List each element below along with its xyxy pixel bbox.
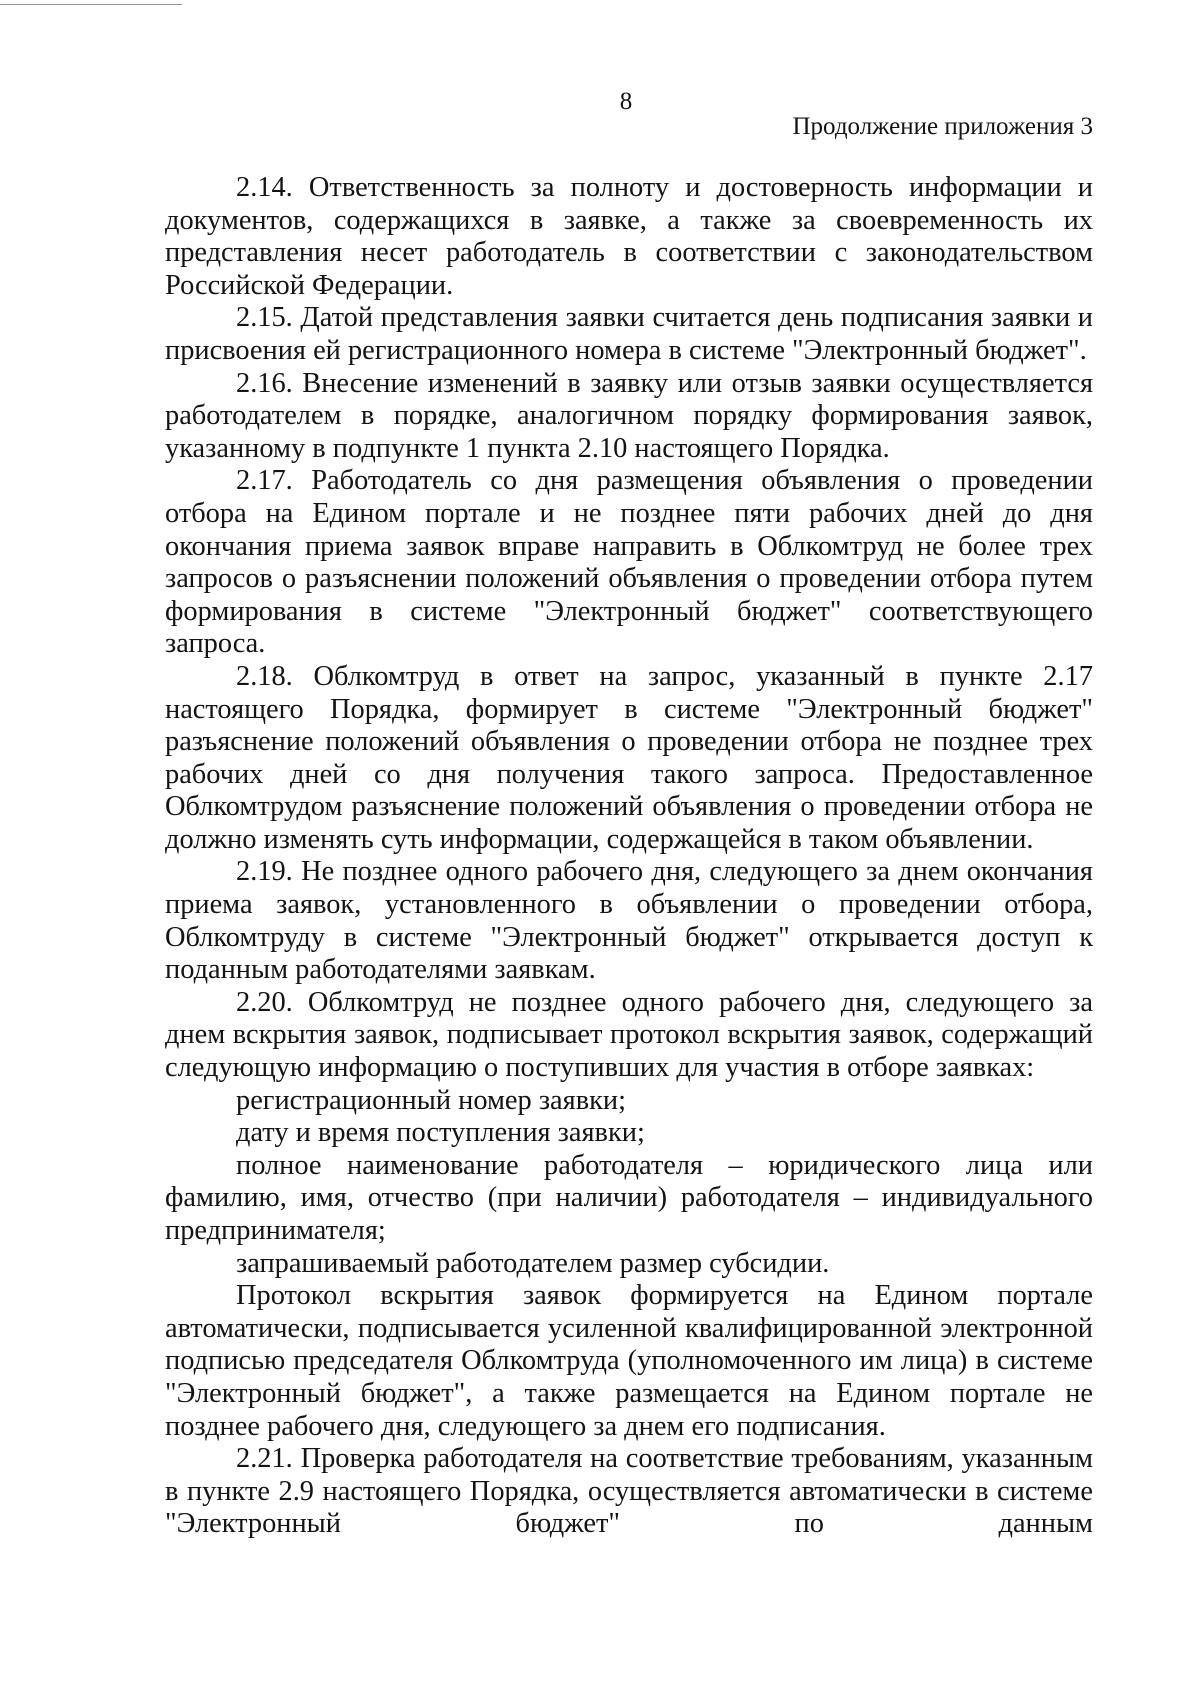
paragraph-2-19: 2.19. Не позднее одного рабочего дня, следующего за днем окончания приема заявок, установленного в объявлении о проведении отбора, Облкомтруду в системе "Электронный бюджет" открывается доступ к поданным работодателями заявкам. bbox=[165, 856, 1093, 986]
paragraph-2-20: 2.20. Облкомтруд не позднее одного рабочего дня, следующего за днем вскрытия заявок, подписывает протокол вскрытия заявок, содержащий следующую информацию о поступивших для участия в отборе заявках: bbox=[165, 986, 1093, 1084]
document-body bbox=[165, 172, 1093, 1541]
list-item-registration-number: регистрационный номер заявки; bbox=[236, 1084, 626, 1116]
list-item-date-time: дату и время поступления заявки; bbox=[236, 1117, 645, 1149]
appendix-continuation-note: Продолжение приложения 3 bbox=[792, 113, 1093, 140]
paragraph-2-15: 2.15. Датой представления заявки считается день подписания заявки и присвоения ей регистрационного номера в системе "Электронный бюджет". bbox=[165, 302, 1093, 366]
list-item-employer-name: полное наименование работодателя – юридического лица или фамилию, имя, отчество (при наличии) работодателя – индивидуального предпринимателя; bbox=[165, 1149, 1093, 1246]
paragraph-2-18: 2.18. Облкомтруд в ответ на запрос, указанный в пункте 2.17 настоящего Порядка, формирует в системе "Электронный бюджет" разъяснение положений объявления о проведении отбора не позднее трех рабочих дней со дня получения такого запроса. Предоставленное Облкомтрудом разъяснение положений объявления о проведении отбора не должно изменять суть информации, содержащейся в таком объявлении. bbox=[165, 660, 1093, 855]
scan-edge-line bbox=[0, 4, 182, 5]
paragraph-2-17: 2.17. Работодатель со дня размещения объявления о проведении отбора на Едином портале и не позднее пяти рабочих дней до дня окончания приема заявок вправе направить в Облкомтруд не более трех запросов о разъяснении положений объявления о проведении отбора путем формирования в системе "Электронный бюджет" соответствующего запроса. bbox=[165, 465, 1093, 660]
paragraph-2-21: 2.21. Проверка работодателя на соответствие требованиям, указанным в пункте 2.9 настоящего Порядка, осуществляется автоматически в системе "Электронный бюджет" по данным bbox=[165, 1443, 1093, 1540]
paragraph-2-14: 2.14. Ответственность за полноту и достоверность информации и документов, содержащихся в заявке, а также за своевременность их представления несет работодатель в соответствии с законодательством Российской Федерации. bbox=[165, 172, 1093, 301]
paragraph-2-16: 2.16. Внесение изменений в заявку или отзыв заявки осуществляется работодателем в порядке, аналогичном порядку формирования заявок, указанному в подпункте 1 пункта 2.10 настоящего Порядка. bbox=[165, 367, 1093, 464]
paragraph-opening-protocol: Протокол вскрытия заявок формируется на Едином портале автоматически, подписывается усиленной квалифицированной электронной подписью председателя Облкомтруда (уполномоченного им лица) в системе "Электронный бюджет", а также размещается на Едином портале не позднее рабочего дня, следующего за днем его подписания. bbox=[165, 1280, 1093, 1442]
page-number: 8 bbox=[619, 88, 633, 115]
list-item-subsidy-amount: запрашиваемый работодателем размер субсидии. bbox=[236, 1247, 830, 1279]
